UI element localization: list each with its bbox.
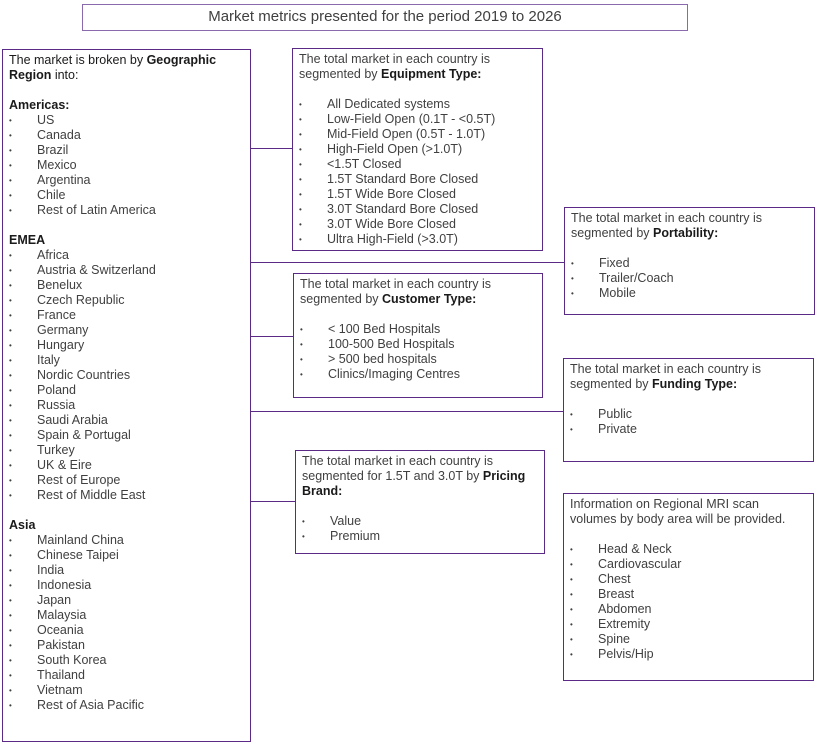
funding-type-box (563, 358, 814, 462)
country-item: • Saudi Arabia (9, 413, 244, 428)
country-item: • Russia (9, 398, 244, 413)
list-item: • Spine (570, 632, 807, 647)
country-item: • Nordic Countries (9, 368, 244, 383)
country-item: • Poland (9, 383, 244, 398)
list-item: • <1.5T Closed (299, 157, 536, 172)
country-item: • Benelux (9, 278, 244, 293)
geographic-intro (9, 53, 244, 83)
equipment-heading-bold: Equipment Type: (381, 67, 482, 81)
connector-equipment (250, 148, 293, 149)
geographic-intro-suffix: into: (51, 68, 79, 82)
country-item: • Thailand (9, 668, 244, 683)
equipment-heading (299, 52, 536, 82)
list-item: • Value (302, 514, 538, 529)
connector-customer (250, 336, 294, 337)
funding-heading-bold: Funding Type: (652, 377, 738, 391)
geographic-intro-prefix: The market is broken by (9, 53, 147, 67)
region-heading: Americas: (9, 98, 70, 112)
country-item: • Turkey (9, 443, 244, 458)
page-title-text: Market metrics presented for the period 2019 to 2026 (208, 8, 562, 25)
country-item: • Chile (9, 188, 244, 203)
country-item: • Africa (9, 248, 244, 263)
country-item: • Mexico (9, 158, 244, 173)
region-heading: EMEA (9, 233, 46, 247)
country-item: • Italy (9, 353, 244, 368)
country-item: • Vietnam (9, 683, 244, 698)
list-item: • All Dedicated systems (299, 97, 536, 112)
portability-heading-prefix: The total market in each country is segmented by (571, 211, 763, 240)
list-item: • Public (570, 407, 807, 422)
list-item: • > 500 bed hospitals (300, 352, 536, 367)
funding-heading (570, 362, 807, 392)
country-item: • Argentina (9, 173, 244, 188)
country-item: • Hungary (9, 338, 244, 353)
geographic-region-box (2, 49, 251, 742)
country-item: • Mainland China (9, 533, 244, 548)
country-item: • Chinese Taipei (9, 548, 244, 563)
customer-type-box (293, 273, 543, 398)
country-item: • Brazil (9, 143, 244, 158)
list-item: • Ultra High-Field (>3.0T) (299, 232, 536, 247)
list-item: • 3.0T Standard Bore Closed (299, 202, 536, 217)
country-item: • France (9, 308, 244, 323)
country-item: • Czech Republic (9, 293, 244, 308)
country-item: • India (9, 563, 244, 578)
customer-heading-prefix: The total market in each country is segmented by (300, 277, 492, 306)
funding-list (570, 407, 807, 437)
scan-volumes-box (563, 493, 814, 681)
list-item: • Extremity (570, 617, 807, 632)
country-item: • Oceania (9, 623, 244, 638)
list-item: • Low-Field Open (0.1T - <0.5T) (299, 112, 536, 127)
list-item: • Mid-Field Open (0.5T - 1.0T) (299, 127, 536, 142)
list-item: • 1.5T Wide Bore Closed (299, 187, 536, 202)
list-item: • Premium (302, 529, 538, 544)
equipment-heading-prefix: The total market in each country is segmented by (299, 52, 491, 81)
country-item: • Rest of Latin America (9, 203, 244, 218)
list-item: • < 100 Bed Hospitals (300, 322, 536, 337)
region-country-list (9, 248, 244, 503)
list-item: • High-Field Open (>1.0T) (299, 142, 536, 157)
country-item: • Indonesia (9, 578, 244, 593)
customer-heading (300, 277, 536, 307)
list-item: • Abdomen (570, 602, 807, 617)
geographic-intro-bold: Geographic Region (9, 53, 217, 82)
portability-heading-bold: Portability: (653, 226, 719, 240)
list-item: • Private (570, 422, 807, 437)
country-item: • US (9, 113, 244, 128)
list-item: • 1.5T Standard Bore Closed (299, 172, 536, 187)
region-heading: Asia (9, 518, 36, 532)
list-item: • Clinics/Imaging Centres (300, 367, 536, 382)
pricing-list (302, 514, 538, 544)
country-item: • Rest of Middle East (9, 488, 244, 503)
list-item: • 100-500 Bed Hospitals (300, 337, 536, 352)
country-item: • Pakistan (9, 638, 244, 653)
list-item: • Chest (570, 572, 807, 587)
connector-pricing (250, 501, 296, 502)
country-item: • Canada (9, 128, 244, 143)
list-item: • Pelvis/Hip (570, 647, 807, 662)
list-item: • Mobile (571, 286, 808, 301)
list-item: • Cardiovascular (570, 557, 807, 572)
portability-list (571, 256, 808, 301)
country-item: • Rest of Asia Pacific (9, 698, 244, 713)
funding-heading-prefix: The total market in each country is segmented by (570, 362, 762, 391)
pricing-heading (302, 454, 538, 499)
list-item: • Trailer/Coach (571, 271, 808, 286)
scan-volumes-heading: Information on Regional MRI scan volumes by body area will be provided. (570, 497, 786, 526)
list-item: • Breast (570, 587, 807, 602)
country-item: • South Korea (9, 653, 244, 668)
page-title (82, 4, 688, 31)
list-item: • 3.0T Wide Bore Closed (299, 217, 536, 232)
pricing-brand-box (295, 450, 545, 554)
country-item: • Rest of Europe (9, 473, 244, 488)
customer-list (300, 322, 536, 382)
list-item: • Head & Neck (570, 542, 807, 557)
portability-box (564, 207, 815, 315)
pricing-heading-prefix: The total market in each country is segmented for 1.5T and 3.0T by (302, 454, 494, 483)
list-item: • Fixed (571, 256, 808, 271)
portability-heading (571, 211, 808, 241)
country-item: • UK & Eire (9, 458, 244, 473)
equipment-list (299, 97, 536, 247)
customer-heading-bold: Customer Type: (382, 292, 477, 306)
connector-portability (250, 262, 565, 263)
country-item: • Austria & Switzerland (9, 263, 244, 278)
country-item: • Japan (9, 593, 244, 608)
country-item: • Spain & Portugal (9, 428, 244, 443)
scan-volumes-list (570, 542, 807, 662)
pricing-heading-bold: Pricing Brand: (302, 469, 526, 498)
region-country-list (9, 533, 244, 713)
connector-funding (250, 411, 564, 412)
country-item: • Germany (9, 323, 244, 338)
country-item: • Malaysia (9, 608, 244, 623)
region-country-list (9, 113, 244, 218)
region-list (9, 98, 244, 713)
equipment-type-box (292, 48, 543, 251)
